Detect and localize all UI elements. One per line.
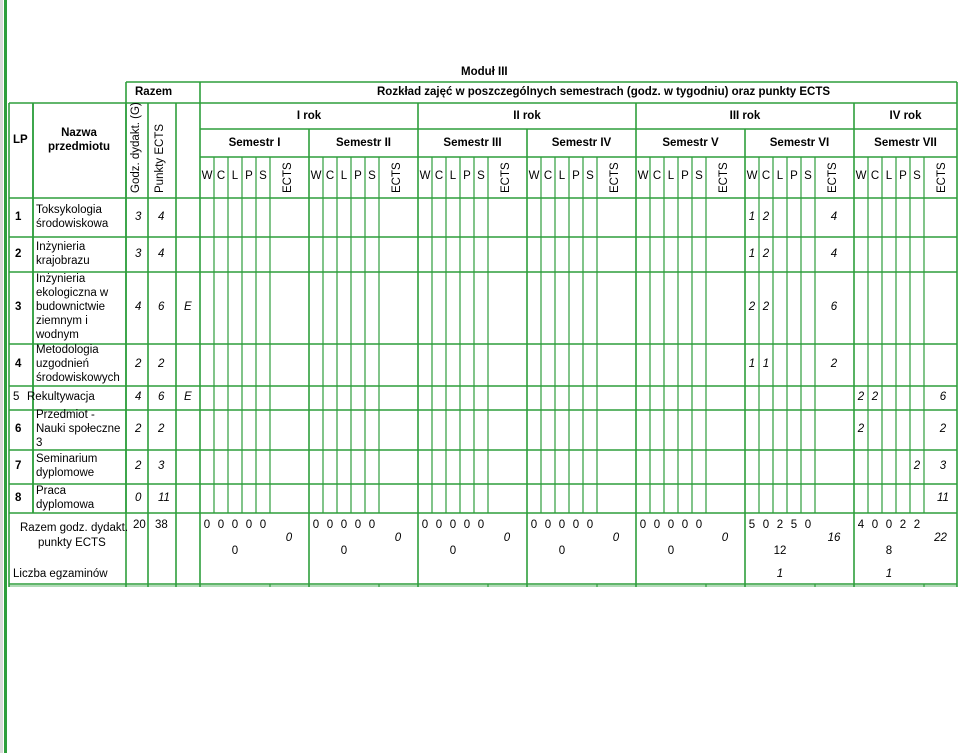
totals-subcol-value: 0 bbox=[681, 519, 689, 531]
totals-sem-sum: 8 bbox=[885, 545, 893, 557]
subcol-w: W bbox=[201, 170, 213, 182]
row-exam-mark: E bbox=[184, 301, 192, 313]
totals-subcol-value: 0 bbox=[804, 519, 812, 531]
semester-label-5: Semestr V bbox=[662, 137, 719, 149]
totals-sem-ects: 0 bbox=[503, 532, 511, 544]
year-label-1: I rok bbox=[296, 110, 322, 122]
totals-subcol-value: 5 bbox=[790, 519, 798, 531]
totals-subcol-value: 0 bbox=[326, 519, 334, 531]
subcol-c: C bbox=[325, 170, 335, 182]
row-lp: 4 bbox=[15, 358, 22, 370]
subcol-c: C bbox=[761, 170, 771, 182]
row-name: Metodologia bbox=[36, 344, 99, 356]
subcol-p: P bbox=[899, 170, 907, 182]
subcol-w: W bbox=[419, 170, 431, 182]
subcol-l: L bbox=[449, 170, 457, 182]
row-value-s: 2 bbox=[913, 460, 921, 472]
row-godz: 0 bbox=[135, 491, 142, 504]
semester-label-1: Semestr I bbox=[228, 137, 281, 149]
totals-subcol-value: 0 bbox=[885, 519, 893, 531]
row-godz: 2 bbox=[135, 460, 142, 472]
year-label-4: IV rok bbox=[889, 110, 922, 122]
subcol-c: C bbox=[870, 170, 880, 182]
row-name: środowiskowych bbox=[36, 372, 120, 384]
subcol-c: C bbox=[543, 170, 553, 182]
year-label-3: III rok bbox=[729, 110, 761, 122]
row-value-ects: 4 bbox=[830, 247, 838, 260]
totals-subcol-value: 0 bbox=[477, 519, 485, 531]
totals-sem-ects: 16 bbox=[827, 532, 841, 544]
schedule-title: Rozkład zajęć w poszczególnych semestrach (godz. w tygodniu) oraz punkty ECTS bbox=[377, 86, 831, 98]
row-ects-points: 6 bbox=[158, 301, 165, 313]
ects-subcol-header: ECTS bbox=[609, 162, 621, 193]
row-name: uzgodnień bbox=[36, 358, 90, 370]
totals-sem-ects: 0 bbox=[285, 532, 293, 544]
row-ects-points: 2 bbox=[158, 423, 165, 435]
row-value-w: 1 bbox=[748, 210, 756, 223]
row-value-w: 2 bbox=[748, 301, 756, 313]
row-ects-points: 6 bbox=[158, 391, 165, 403]
module-title: Moduł III bbox=[461, 66, 508, 78]
row-name: 3 bbox=[36, 437, 43, 449]
subcol-s: S bbox=[586, 170, 594, 182]
row-name: ziemnym i bbox=[36, 315, 88, 327]
subcol-c: C bbox=[216, 170, 226, 182]
row-name: Inżynieria bbox=[36, 273, 86, 285]
subcol-s: S bbox=[695, 170, 703, 182]
row-value-ects: 4 bbox=[830, 210, 838, 223]
totals-ects-points: 38 bbox=[155, 519, 168, 531]
subcol-c: C bbox=[434, 170, 444, 182]
subcol-p: P bbox=[572, 170, 580, 182]
godz-header: Godz. dydakt. (G) bbox=[130, 102, 142, 193]
totals-sem-ects: 0 bbox=[612, 532, 620, 544]
name-header-line1: Nazwa bbox=[61, 127, 97, 139]
row-value-ects: 6 bbox=[939, 391, 947, 403]
subcol-s: S bbox=[477, 170, 485, 182]
semester-label-3: Semestr III bbox=[443, 137, 502, 149]
totals-subcol-value: 0 bbox=[530, 519, 538, 531]
semester-label-7: Semestr VII bbox=[874, 137, 937, 149]
row-name: budownictwie bbox=[36, 301, 106, 313]
totals-sem-sum: 0 bbox=[449, 545, 457, 557]
subcol-w: W bbox=[637, 170, 649, 182]
semester-label-2: Semestr II bbox=[336, 137, 391, 149]
row-value-c: 2 bbox=[871, 391, 879, 403]
row-ects-points: 4 bbox=[158, 210, 165, 223]
ects-subcol-header: ECTS bbox=[827, 162, 839, 193]
totals-subcol-value: 0 bbox=[558, 519, 566, 531]
totals-subcol-value: 0 bbox=[203, 519, 211, 531]
totals-subcol-value: 2 bbox=[899, 519, 907, 531]
row-value-ects: 2 bbox=[830, 358, 838, 370]
row-name: środowiskowa bbox=[36, 217, 109, 230]
totals-subcol-value: 2 bbox=[776, 519, 784, 531]
subcol-w: W bbox=[746, 170, 758, 182]
row-value-c: 2 bbox=[762, 210, 770, 223]
exams-label: Liczba egzaminów bbox=[13, 568, 108, 580]
row-name: dyplomowa bbox=[36, 498, 95, 511]
row-lp: 1 bbox=[15, 210, 22, 223]
year-label-2: II rok bbox=[513, 110, 541, 122]
row-godz: 3 bbox=[135, 247, 142, 260]
row-value-ects: 11 bbox=[937, 491, 949, 504]
totals-subcol-value: 0 bbox=[259, 519, 267, 531]
row-value-c: 1 bbox=[762, 358, 770, 370]
totals-subcol-value: 0 bbox=[653, 519, 661, 531]
totals-subcol-value: 0 bbox=[368, 519, 376, 531]
row-lp: 7 bbox=[15, 460, 22, 472]
row-name: krajobrazu bbox=[36, 254, 90, 267]
totals-sem-ects: 22 bbox=[934, 532, 947, 544]
row-value-ects: 2 bbox=[939, 423, 947, 435]
row-name: Toksykologia bbox=[36, 203, 102, 216]
subcol-s: S bbox=[259, 170, 267, 182]
totals-subcol-value: 0 bbox=[639, 519, 647, 531]
totals-subcol-value: 0 bbox=[354, 519, 362, 531]
subcol-l: L bbox=[340, 170, 348, 182]
subcol-l: L bbox=[776, 170, 784, 182]
totals-sem-sum: 0 bbox=[340, 545, 348, 557]
row-ects-points: 2 bbox=[158, 358, 165, 370]
row-lp: 2 bbox=[15, 247, 22, 260]
subcol-w: W bbox=[528, 170, 540, 182]
razem-header: Razem bbox=[135, 86, 173, 98]
row-ects-points: 11 bbox=[158, 491, 170, 504]
row-exam-mark: E bbox=[184, 391, 192, 403]
row-value-w: 1 bbox=[748, 247, 756, 260]
totals-subcol-value: 2 bbox=[913, 519, 921, 531]
row-value-c: 2 bbox=[762, 247, 770, 260]
semester-label-6: Semestr VI bbox=[769, 137, 830, 149]
subcol-s: S bbox=[804, 170, 812, 182]
totals-sem-ects: 0 bbox=[394, 532, 402, 544]
ects-subcol-header: ECTS bbox=[282, 162, 294, 193]
row-godz: 2 bbox=[135, 358, 142, 370]
totals-subcol-value: 0 bbox=[421, 519, 429, 531]
totals-subcol-value: 0 bbox=[312, 519, 320, 531]
subcol-p: P bbox=[790, 170, 798, 182]
totals-subcol-value: 4 bbox=[857, 519, 865, 531]
totals-sem-sum: 12 bbox=[773, 545, 787, 557]
row-name: Rekultywacja bbox=[27, 391, 95, 403]
totals-subcol-value: 0 bbox=[544, 519, 552, 531]
row-ects-points: 4 bbox=[158, 247, 165, 260]
row-godz: 4 bbox=[135, 301, 142, 313]
totals-sem-sum: 0 bbox=[558, 545, 566, 557]
row-name: dyplomowe bbox=[36, 467, 95, 479]
totals-subcol-value: 5 bbox=[748, 519, 756, 531]
subcol-l: L bbox=[667, 170, 675, 182]
ects-subcol-header: ECTS bbox=[391, 162, 403, 193]
subcol-p: P bbox=[245, 170, 253, 182]
totals-subcol-value: 0 bbox=[231, 519, 239, 531]
row-ects-points: 3 bbox=[158, 460, 165, 472]
row-value-ects: 6 bbox=[830, 301, 838, 313]
totals-subcol-value: 0 bbox=[245, 519, 253, 531]
row-name: Praca bbox=[36, 484, 67, 497]
ects-subcol-header: ECTS bbox=[936, 162, 948, 193]
lp-header: LP bbox=[13, 134, 28, 146]
name-header-line2: przedmiotu bbox=[48, 141, 110, 153]
row-value-w: 2 bbox=[857, 391, 865, 403]
subcol-w: W bbox=[855, 170, 867, 182]
ects-subcol-header: ECTS bbox=[500, 162, 512, 193]
subcol-s: S bbox=[368, 170, 376, 182]
totals-subcol-value: 0 bbox=[695, 519, 703, 531]
row-lp: 3 bbox=[15, 301, 22, 313]
row-godz: 4 bbox=[135, 391, 142, 403]
row-godz: 2 bbox=[135, 423, 142, 435]
row-name: Inżynieria bbox=[36, 240, 86, 253]
totals-label-line1: Razem godz. dydakt. bbox=[20, 522, 129, 534]
subcol-p: P bbox=[681, 170, 689, 182]
totals-subcol-value: 0 bbox=[586, 519, 594, 531]
row-godz: 3 bbox=[135, 210, 142, 223]
totals-subcol-value: 0 bbox=[871, 519, 879, 531]
subcol-l: L bbox=[885, 170, 893, 182]
totals-subcol-value: 0 bbox=[762, 519, 770, 531]
exams-count: 1 bbox=[776, 568, 784, 580]
row-name: wodnym bbox=[36, 329, 79, 341]
subcol-c: C bbox=[652, 170, 662, 182]
semester-label-4: Semestr IV bbox=[551, 137, 612, 149]
totals-subcol-value: 0 bbox=[449, 519, 457, 531]
row-value-w: 1 bbox=[748, 358, 756, 370]
row-lp: 5 bbox=[13, 391, 20, 403]
row-name: Przedmiot - bbox=[36, 409, 95, 421]
totals-subcol-value: 0 bbox=[667, 519, 675, 531]
totals-subcol-value: 0 bbox=[463, 519, 471, 531]
totals-sem-sum: 0 bbox=[667, 545, 675, 557]
ects-subcol-header: ECTS bbox=[718, 162, 730, 193]
totals-label-line2: punkty ECTS bbox=[38, 537, 106, 549]
totals-subcol-value: 0 bbox=[572, 519, 580, 531]
subcol-s: S bbox=[913, 170, 921, 182]
totals-sem-sum: 0 bbox=[231, 545, 239, 557]
exams-count: 1 bbox=[885, 568, 893, 580]
totals-sem-ects: 0 bbox=[721, 532, 729, 544]
subcol-l: L bbox=[231, 170, 239, 182]
row-name: Nauki społeczne bbox=[36, 423, 121, 435]
subcol-p: P bbox=[463, 170, 471, 182]
totals-godz: 20 bbox=[133, 519, 146, 531]
row-value-w: 2 bbox=[857, 423, 865, 435]
subcol-p: P bbox=[354, 170, 362, 182]
row-lp: 8 bbox=[15, 491, 22, 504]
totals-subcol-value: 0 bbox=[435, 519, 443, 531]
totals-subcol-value: 0 bbox=[217, 519, 225, 531]
row-name: Seminarium bbox=[36, 453, 98, 465]
totals-subcol-value: 0 bbox=[340, 519, 348, 531]
ects-points-header: Punkty ECTS bbox=[154, 123, 166, 193]
subcol-l: L bbox=[558, 170, 566, 182]
row-lp: 6 bbox=[15, 423, 22, 435]
subcol-w: W bbox=[310, 170, 322, 182]
row-value-ects: 3 bbox=[939, 460, 947, 472]
row-value-c: 2 bbox=[762, 301, 770, 313]
row-name: ekologiczna w bbox=[36, 287, 109, 299]
